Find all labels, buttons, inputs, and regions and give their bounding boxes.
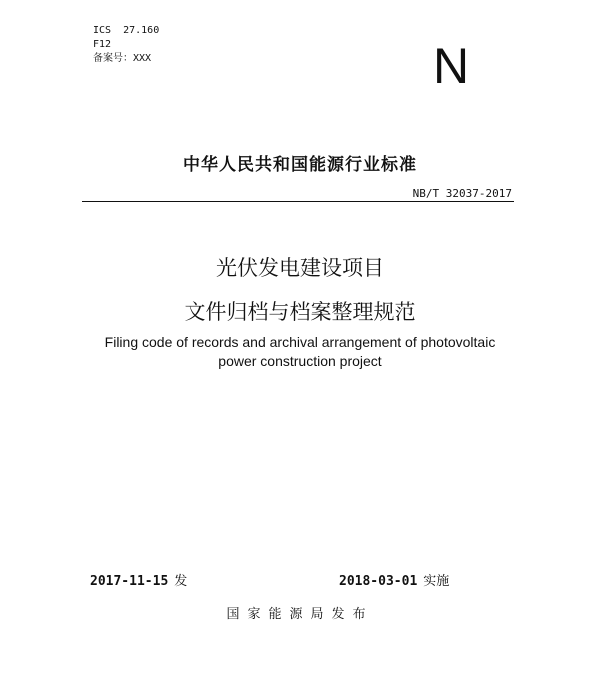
class-code: F12 [93, 39, 112, 50]
title-en-line1: Filing code of records and archival arrangement of photovoltaic [104, 334, 496, 350]
title-cn-line2: 文件归档与档案整理规范 [184, 300, 416, 324]
implement-label: 实施 [423, 574, 450, 589]
standard-title: 中华人民共和国能源行业标准 [183, 155, 417, 175]
category-letter: N [433, 38, 470, 94]
filing-number: 备案号：XXX [93, 53, 152, 64]
implement-date: 2018-03-01 [339, 574, 418, 589]
implement-date-block [339, 570, 449, 589]
title-cn-line1: 光伏发电建设项目 [216, 256, 384, 280]
header-rule [82, 201, 514, 202]
document-meta [93, 24, 159, 66]
issue-date-block [90, 570, 187, 589]
title-en [0, 333, 600, 371]
issue-date: 2017-11-15 [90, 574, 169, 589]
title-en-line2: power construction project [218, 353, 382, 369]
ics-code: ICS 27.160 [93, 25, 160, 36]
publisher: 国家能源局发布 [226, 607, 374, 622]
standard-code: NB/T 32037-2017 [412, 187, 512, 200]
issue-label: 发 [174, 574, 188, 589]
